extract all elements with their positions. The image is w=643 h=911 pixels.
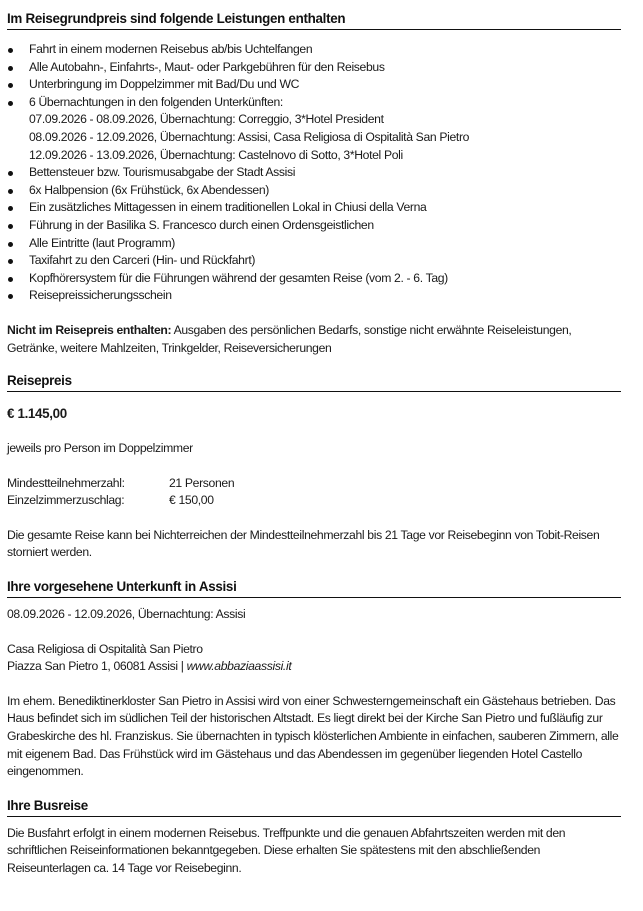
accommodation-line: 08.09.2026 - 12.09.2026, Übernachtung: Assisi, Casa Religiosa di Ospitalità San Pietro	[29, 129, 470, 144]
not-included-text: Ausgaben des persönlichen Bedarfs, sonstige nicht erwähnte Reiseleistungen, Getränke, weitere Mahlzeiten, Trinkgelder, Reiseversicherungen	[7, 322, 572, 355]
list-item: Taxifahrt zu den Carceri (Hin- und Rückfahrt)	[7, 252, 621, 270]
min-participants-value: 21 Personen	[169, 475, 235, 490]
included-services-list	[7, 41, 621, 305]
list-item: 6 Übernachtungen in den folgenden Unterkünften: 07.09.2026 - 08.09.2026, Übernachtung: Correggio, 3*Hotel President 08.09.2026 - 12.09.2026, Übernachtung: Assisi, Casa Religiosa di Ospitalità San Pietro 12.09.2026 - 13.09.2026, Übernachtung: Castelnovo di Sotto, 3*Hotel Poli	[7, 94, 621, 164]
list-item: Führung in der Basilika S. Francesco durch einen Ordensgeistlichen	[7, 217, 621, 235]
bullet-icon	[8, 242, 13, 247]
cancellation-note: Die gesamte Reise kann bei Nichterreichen der Mindestteilnehmerzahl bis 21 Tage vor Reisebeginn von Tobit-Reisen storniert werden.	[7, 527, 600, 560]
bullet-icon	[8, 48, 13, 53]
travel-document	[0, 11, 643, 878]
list-item: Unterbringung im Doppelzimmer mit Bad/Du und WC	[7, 76, 621, 94]
bus-section	[7, 798, 621, 878]
bullet-icon	[8, 83, 13, 88]
bus-description: Die Busfahrt erfolgt in einem modernen Reisebus. Treffpunkte und die genauen Abfahrtszeiten werden mit den schriftlichen Reiseinformationen bekanntgegeben. Diese erhalten Sie spätestens mit den abschließenden Reiseunterlagen ca. 14 Tage vor Reisebeginn.	[7, 825, 566, 875]
accommodation-section	[7, 579, 621, 781]
accommodation-address: Piazza San Pietro 1, 06081 Assisi | www.abbaziaassisi.it	[7, 659, 292, 674]
not-included-label: Nicht im Reisepreis enthalten:	[7, 322, 172, 337]
accommodation-line: 07.09.2026 - 08.09.2026, Übernachtung: Correggio, 3*Hotel President	[29, 112, 384, 127]
bullet-icon	[8, 171, 13, 176]
accommodation-dates: 08.09.2026 - 12.09.2026, Übernachtung: Assisi	[7, 607, 246, 622]
list-item: Bettensteuer bzw. Tourismusabgabe der Stadt Assisi	[7, 164, 621, 182]
accommodation-description: Im ehem. Benediktinerkloster San Pietro in Assisi wird von einer Schwesterngemeinschaft ein Gästehaus betrieben. Das Haus befindet sich im südlichen Teil der historischen Altstadt. Es liegt direkt bei der Kirche San Pietro und fußläufig zur Grabeskirche des hl. Franziskus. Sie übernachten in typisch klösterlichen Ambiente in einfachen, sauberen Zimmern, alle mit eigenem Bad. Das Frühstück wird im Gästehaus und das Abendessen im gegenüber liegenden Hotel Castello eingenommen.	[7, 693, 619, 779]
price-section	[7, 373, 621, 562]
list-item: Ein zusätzliches Mittagessen in einem traditionellen Lokal in Chiusi della Verna	[7, 199, 621, 217]
bullet-icon	[8, 224, 13, 229]
single-supplement-label: Einzelzimmerzuschlag:	[7, 493, 125, 508]
accommodation-heading: Ihre vorgesehene Unterkunft in Assisi	[7, 579, 621, 598]
bullet-icon	[8, 294, 13, 299]
included-services-section	[7, 11, 621, 357]
single-supplement-value: € 150,00	[169, 493, 214, 508]
list-item: Reisepreissicherungsschein	[7, 287, 621, 305]
bullet-icon	[8, 206, 13, 211]
list-item: Alle Eintritte (laut Programm)	[7, 235, 621, 253]
bus-heading: Ihre Busreise	[7, 798, 621, 817]
single-supplement-row	[7, 492, 621, 510]
min-participants-row	[7, 475, 621, 493]
bullet-icon	[8, 189, 13, 194]
accommodation-name: Casa Religiosa di Ospitalità San Pietro	[7, 641, 203, 656]
bullet-icon	[8, 101, 13, 106]
price-amount: € 1.145,00	[7, 406, 67, 422]
price-heading: Reisepreis	[7, 373, 621, 392]
bullet-icon	[8, 277, 13, 282]
accommodation-website-link[interactable]: www.abbaziaassisi.it	[186, 659, 292, 674]
list-item: Kopfhörersystem für die Führungen während der gesamten Reise (vom 2. - 6. Tag)	[7, 270, 621, 288]
accommodation-address-block	[7, 641, 621, 676]
list-item: Fahrt in einem modernen Reisebus ab/bis Uchtelfangen	[7, 41, 621, 59]
bullet-icon	[8, 66, 13, 71]
list-item: Alle Autobahn-, Einfahrts-, Maut- oder Parkgebühren für den Reisebus	[7, 59, 621, 77]
bullet-icon	[8, 259, 13, 264]
min-participants-label: Mindestteilnehmerzahl:	[7, 475, 125, 490]
price-details	[7, 475, 621, 510]
price-per-person: jeweils pro Person im Doppelzimmer	[7, 441, 193, 456]
list-item: 6x Halbpension (6x Frühstück, 6x Abendessen)	[7, 182, 621, 200]
accommodation-line: 12.09.2026 - 13.09.2026, Übernachtung: Castelnovo di Sotto, 3*Hotel Poli	[29, 147, 403, 162]
included-services-heading: Im Reisegrundpreis sind folgende Leistungen enthalten	[7, 11, 621, 30]
not-included-paragraph	[7, 322, 621, 357]
